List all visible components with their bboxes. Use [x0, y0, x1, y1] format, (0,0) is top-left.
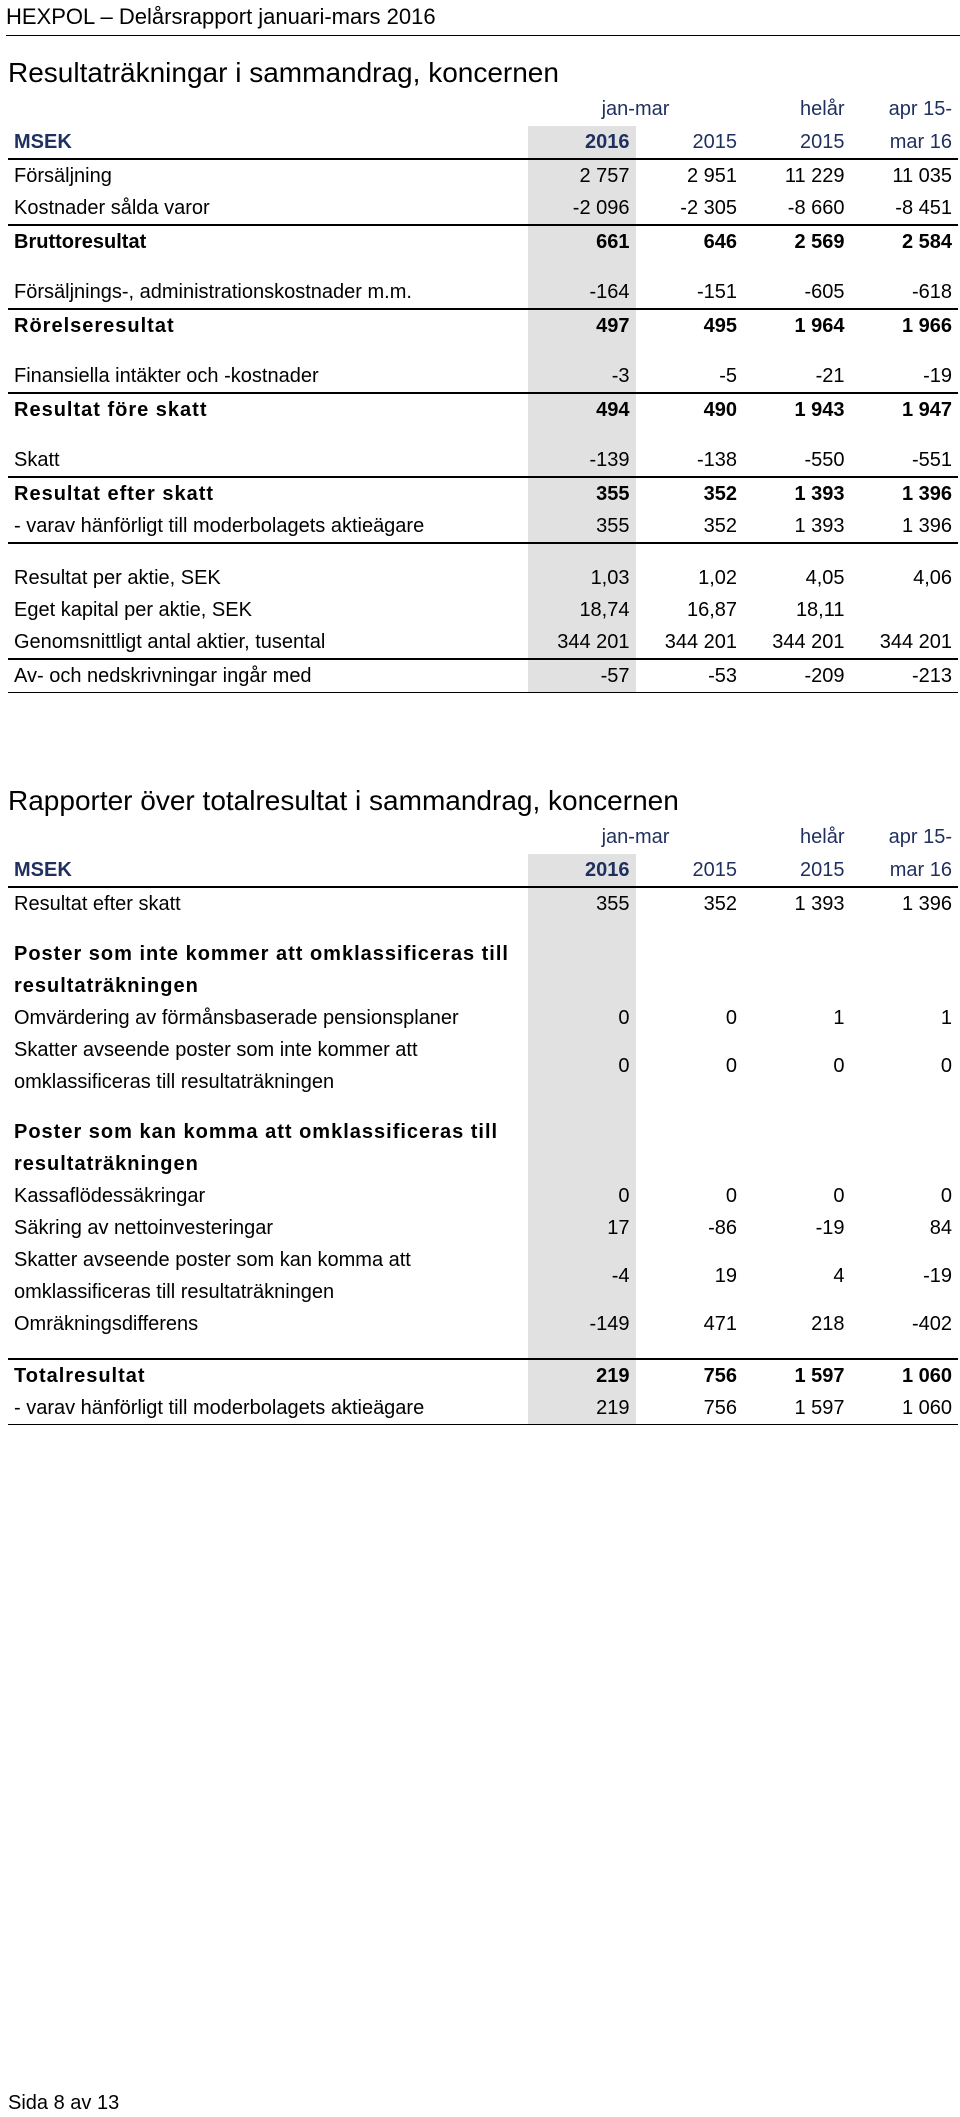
- category-label: Poster som kan komma att omklassificeras till resultaträkningen: [14, 1121, 499, 1175]
- cell: 18,11: [795, 598, 845, 621]
- cell: -8 660: [787, 196, 845, 219]
- header-row-top: [8, 92, 958, 126]
- cell: -86: [708, 1216, 738, 1239]
- unit-label: MSEK: [8, 126, 528, 159]
- row-label: Totalresultat: [8, 1359, 528, 1392]
- col-rolling-mar16: mar 16: [851, 854, 959, 887]
- cell: -151: [696, 280, 738, 303]
- cell: 0: [528, 1034, 636, 1098]
- cell: 17: [528, 1212, 636, 1244]
- row-label: Bruttoresultat: [8, 225, 528, 258]
- income-statement-table: [8, 92, 958, 693]
- cell: 84: [929, 1216, 953, 1239]
- col-2016: 2016: [528, 126, 636, 159]
- row-label: Omräkningsdifferens: [14, 1312, 199, 1335]
- cell: 1 393: [794, 892, 845, 915]
- cell: 344 201: [664, 630, 738, 653]
- cell: -3: [528, 360, 636, 393]
- spacer-row: [8, 1098, 958, 1116]
- row-label: Eget kapital per aktie, SEK: [14, 598, 252, 621]
- row-label: Resultat efter skatt: [14, 892, 181, 915]
- cell: 1 396: [901, 514, 953, 537]
- row-label: Försäljnings-, administrationskostnader m.m.: [14, 280, 412, 303]
- cell: -53: [636, 659, 744, 693]
- row-label: Finansiella intäkter och -kostnader: [14, 364, 319, 387]
- col-2015-full-year: 2015: [743, 854, 851, 887]
- cell: -19: [923, 364, 953, 387]
- cell: 352: [703, 892, 738, 915]
- col-2015: 2015: [636, 854, 744, 887]
- table-row: [8, 562, 958, 594]
- row-label: Rörelseresultat: [8, 309, 528, 342]
- cell: 1 966: [851, 309, 959, 342]
- cell: -551: [911, 448, 953, 471]
- row-label: Genomsnittligt antal aktier, tusental: [14, 630, 326, 653]
- cell: -19: [815, 1216, 845, 1239]
- col-group-quarter: jan-mar: [601, 97, 670, 120]
- row-label: Resultat efter skatt: [8, 477, 528, 510]
- cell: 11 229: [784, 164, 845, 187]
- spacer-row: [8, 1340, 958, 1359]
- row-label: Av- och nedskrivningar ingår med: [8, 659, 528, 693]
- cell: 0: [725, 1184, 738, 1207]
- cell: 495: [636, 309, 744, 342]
- page-number: Sida 8 av 13: [8, 2092, 120, 2114]
- income-statement-title: Resultaträkningar i sammandrag, koncernen: [8, 57, 559, 88]
- table-row: [8, 159, 958, 192]
- page-header: HEXPOL – Delårsrapport januari-mars 2016: [6, 4, 436, 29]
- table-row: [8, 1212, 958, 1244]
- cell: 1 060: [851, 1359, 959, 1392]
- table-row-category: [8, 1116, 958, 1180]
- col-rolling-mar16: mar 16: [851, 126, 959, 159]
- spacer-row: [8, 543, 958, 562]
- table-row-subtotal: [8, 309, 958, 342]
- cell: -8 451: [895, 196, 953, 219]
- table-row: [8, 594, 958, 626]
- cell: 756: [636, 1359, 744, 1392]
- header-row-bottom: [8, 854, 958, 887]
- cell: 355: [528, 887, 636, 920]
- cell: -139: [528, 444, 636, 477]
- row-label: Skatter avseende poster som kan komma att omklassificeras till resultaträkningen: [14, 1249, 411, 1303]
- cell: 0: [725, 1054, 738, 1077]
- col-group-full-year: helår: [800, 825, 845, 848]
- cell: -149: [528, 1308, 636, 1340]
- table-row: [8, 887, 958, 920]
- cell: 0: [833, 1054, 845, 1077]
- cell: 218: [811, 1312, 845, 1335]
- table-row-subtotal: [8, 477, 958, 510]
- table-row: [8, 192, 958, 225]
- cell: 219: [528, 1392, 636, 1425]
- table-row: [8, 659, 958, 693]
- table-row: [8, 360, 958, 393]
- cell: -402: [911, 1312, 953, 1335]
- header-row-top: [8, 820, 958, 854]
- cell: 497: [528, 309, 636, 342]
- spacer-row: [8, 258, 958, 276]
- cell: -618: [911, 280, 953, 303]
- cell: 4,05: [805, 566, 845, 589]
- cell: -605: [804, 280, 845, 303]
- cell: 0: [725, 1006, 738, 1029]
- cell: -2 096: [528, 192, 636, 225]
- row-label: Försäljning: [14, 164, 112, 187]
- cell: 494: [528, 393, 636, 426]
- cell: -57: [528, 659, 636, 693]
- category-label: Poster som inte kommer att omklassificeras till resultaträkningen: [14, 943, 509, 997]
- cell: [851, 1116, 959, 1180]
- cell: 1 943: [743, 393, 851, 426]
- table-row-subtotal: [8, 225, 958, 258]
- spacer-row: [8, 920, 958, 938]
- cell: 344 201: [528, 626, 636, 659]
- cell: -5: [719, 364, 738, 387]
- row-label: Säkring av nettoinvesteringar: [14, 1216, 274, 1239]
- row-label: - varav hänförligt till moderbolagets aktieägare: [14, 514, 425, 537]
- spacer-row: [8, 342, 958, 360]
- cell: 490: [636, 393, 744, 426]
- cell: 352: [636, 477, 744, 510]
- cell: [528, 1116, 636, 1180]
- cell: [528, 938, 636, 1002]
- cell: 1 393: [743, 477, 851, 510]
- cell: 0: [940, 1184, 953, 1207]
- cell: 1 393: [794, 514, 845, 537]
- cell: 19: [714, 1264, 738, 1287]
- spacer-row: [8, 426, 958, 444]
- cell: -19: [923, 1264, 953, 1287]
- row-label: Skatt: [14, 448, 60, 471]
- cell: 355: [528, 477, 636, 510]
- cell: 0: [833, 1184, 845, 1207]
- cell: 4,06: [913, 566, 953, 589]
- cell: [851, 938, 959, 1002]
- cell: [743, 938, 851, 1002]
- table-row: [8, 510, 958, 543]
- cell: 661: [528, 225, 636, 258]
- unit-label: MSEK: [8, 854, 528, 887]
- col-group-rolling: apr 15-: [888, 825, 953, 848]
- cell: 2 569: [743, 225, 851, 258]
- row-label: Omvärdering av förmånsbaserade pensionsplaner: [14, 1006, 459, 1029]
- cell: 1 597: [743, 1359, 851, 1392]
- table-row: [8, 1180, 958, 1212]
- empty-header-cell: [8, 92, 528, 126]
- header-row-bottom: [8, 126, 958, 159]
- cell: 0: [528, 1180, 636, 1212]
- col-group-full-year: helår: [800, 97, 845, 120]
- table-row-total: [8, 1359, 958, 1392]
- cell: 1 396: [851, 477, 959, 510]
- table-row: [8, 626, 958, 659]
- cell: [743, 1116, 851, 1180]
- cell: 646: [636, 225, 744, 258]
- cell: 1,03: [528, 562, 636, 594]
- cell: -4: [528, 1244, 636, 1308]
- cell: 355: [528, 510, 636, 543]
- col-2016: 2016: [528, 854, 636, 887]
- cell: 1: [833, 1006, 845, 1029]
- cell: [636, 938, 744, 1002]
- cell: 1 597: [743, 1392, 851, 1425]
- table-row-category: [8, 938, 958, 1002]
- cell: 18,74: [528, 594, 636, 626]
- cell: 1,02: [698, 566, 738, 589]
- cell: -138: [696, 448, 738, 471]
- col-group-rolling: apr 15-: [888, 97, 953, 120]
- cell: 11 035: [892, 164, 953, 187]
- empty-header-cell: [8, 820, 528, 854]
- cell: -213: [851, 659, 959, 693]
- cell: [851, 594, 959, 626]
- cell: -164: [528, 276, 636, 309]
- cell: 219: [528, 1359, 636, 1392]
- row-label: Kassaflödessäkringar: [14, 1184, 206, 1207]
- cell: -2 305: [680, 196, 738, 219]
- cell: 1 060: [851, 1392, 959, 1425]
- col-2015: 2015: [636, 126, 744, 159]
- cell: 756: [636, 1392, 744, 1425]
- table-row: [8, 1034, 958, 1098]
- cell: -209: [743, 659, 851, 693]
- col-group-quarter: jan-mar: [601, 825, 670, 848]
- cell: [636, 1116, 744, 1180]
- table-row-subtotal: [8, 393, 958, 426]
- table-row: [8, 1244, 958, 1308]
- cell: 2 757: [528, 159, 636, 192]
- row-label: Kostnader sålda varor: [14, 196, 210, 219]
- cell: 2 584: [851, 225, 959, 258]
- cell: -550: [804, 448, 845, 471]
- cell: -21: [815, 364, 845, 387]
- col-2015-full-year: 2015: [743, 126, 851, 159]
- comprehensive-income-title: Rapporter över totalresultat i sammandrag, koncernen: [8, 785, 679, 816]
- cell: 2 951: [686, 164, 738, 187]
- table-row: [8, 1308, 958, 1340]
- cell: 1 396: [901, 892, 953, 915]
- cell: 344 201: [879, 630, 953, 653]
- cell: 344 201: [772, 630, 845, 653]
- cell: 0: [528, 1002, 636, 1034]
- cell: 352: [703, 514, 738, 537]
- cell: 471: [703, 1312, 738, 1335]
- row-label: Resultat per aktie, SEK: [14, 566, 221, 589]
- table-row: [8, 444, 958, 477]
- cell: 0: [940, 1054, 953, 1077]
- row-label: Resultat före skatt: [8, 393, 528, 426]
- cell: 16,87: [686, 598, 738, 621]
- table-row: [8, 1392, 958, 1425]
- comprehensive-income-table: [8, 820, 958, 1425]
- table-row: [8, 276, 958, 309]
- cell: 1 964: [743, 309, 851, 342]
- cell: 4: [833, 1264, 845, 1287]
- row-label: Skatter avseende poster som inte kommer att omklassificeras till resultaträkningen: [14, 1039, 418, 1093]
- table-row: [8, 1002, 958, 1034]
- cell: 1 947: [851, 393, 959, 426]
- cell: 1: [940, 1006, 953, 1029]
- header-divider: [6, 35, 960, 36]
- row-label: - varav hänförligt till moderbolagets aktieägare: [8, 1392, 528, 1425]
